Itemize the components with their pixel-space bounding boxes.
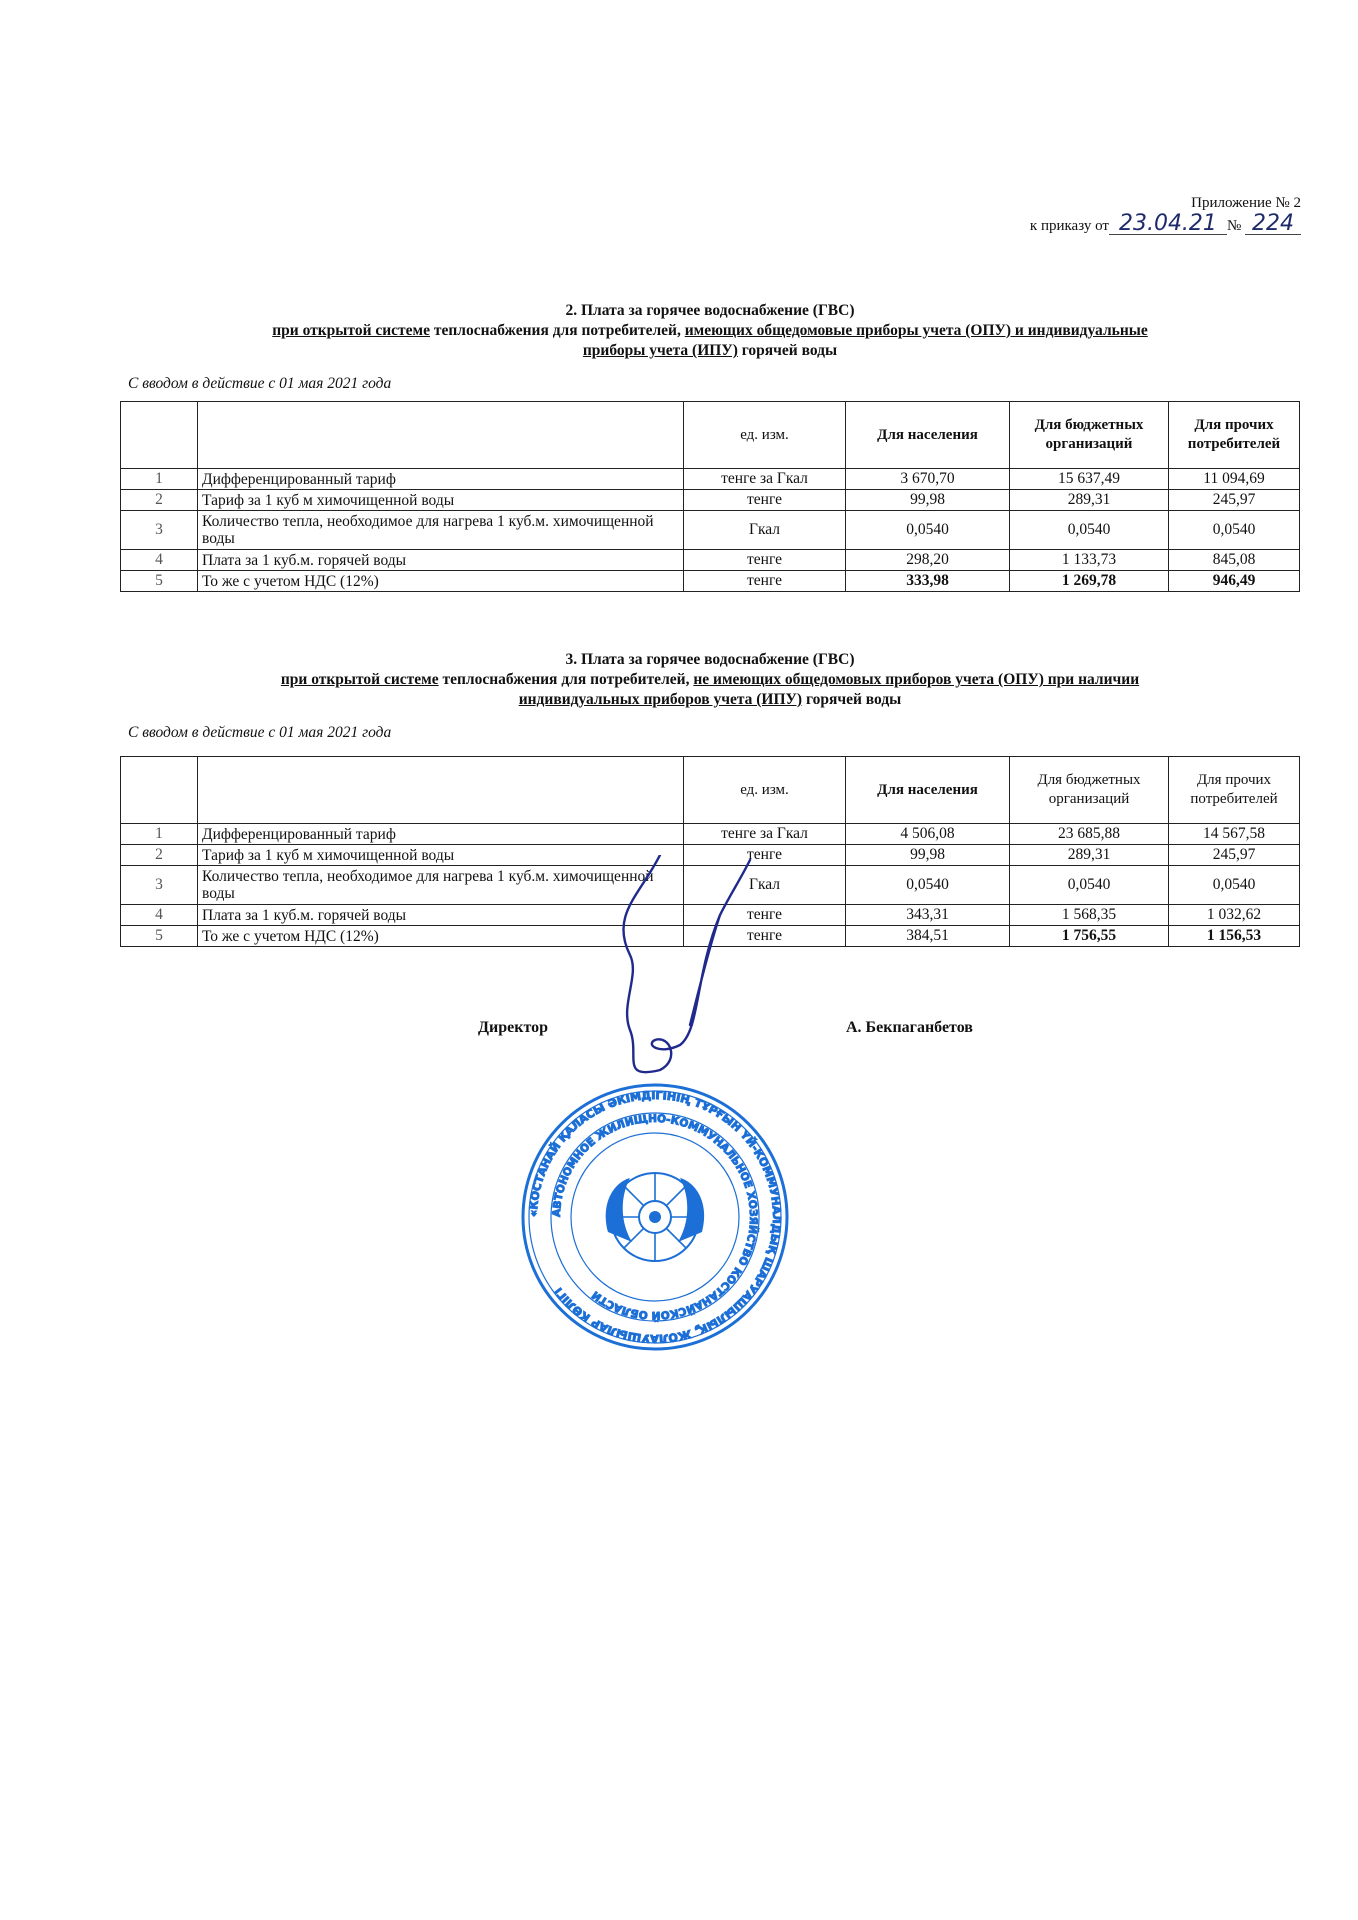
row-number: 1: [121, 824, 198, 845]
table-row: [121, 550, 1300, 571]
table-row: [121, 824, 1300, 845]
appendix-title: Приложение № 2: [1191, 195, 1301, 211]
row-number: 3: [121, 866, 198, 905]
stamp-inner-text: АВТОНОМНОЕ ЖИЛИЩНО-КОММУНАЛЬНОЕ ХОЗЯЙСТВО КОСТАНАЙСКОЙ ОБЛАСТИ: [550, 1112, 760, 1322]
row-budget: 23 685,88: [1010, 824, 1169, 845]
row-others: 845,08: [1169, 550, 1300, 571]
header-others: Для прочих потребителей: [1169, 402, 1300, 469]
signature-name: А. Бекпаганбетов: [846, 1019, 973, 1036]
row-number: 2: [121, 845, 198, 866]
row-budget: 1 133,73: [1010, 550, 1169, 571]
row-name: Дифференцированный тариф: [198, 824, 684, 845]
row-budget: 15 637,49: [1010, 469, 1169, 490]
row-others: 1 032,62: [1169, 905, 1300, 926]
section2-subtitle-line3: приборы учета (ИПУ) горячей воды: [582, 342, 838, 359]
row-budget: 1 756,55: [1010, 926, 1169, 947]
section2-title: 2. Плата за горячее водоснабжение (ГВС): [565, 302, 855, 319]
header-unit: ед. изм.: [684, 757, 846, 824]
row-population: 384,51: [846, 926, 1010, 947]
section3-subtitle-line2: при открытой системе теплоснабжения для потребителей, не имеющих общедомовых приборов учета (ОПУ) при наличии: [280, 671, 1140, 688]
row-budget: 289,31: [1010, 490, 1169, 511]
row-unit: тенге: [684, 845, 846, 866]
row-name: Плата за 1 куб.м. горячей воды: [198, 550, 684, 571]
row-number: 4: [121, 550, 198, 571]
row-others: 0,0540: [1169, 866, 1300, 905]
row-unit: тенге: [684, 905, 846, 926]
section2-subtitle-line2: при открытой системе теплоснабжения для потребителей, имеющих общедомовые приборы учета (ОПУ) и индивидуальные: [272, 322, 1148, 339]
row-unit: тенге: [684, 550, 846, 571]
row-population: 333,98: [846, 571, 1010, 592]
table-section2: [120, 401, 1300, 592]
table-row: [121, 571, 1300, 592]
row-name: Тариф за 1 куб м химочищенной воды: [198, 490, 684, 511]
row-unit: тенге: [684, 490, 846, 511]
row-population: 298,20: [846, 550, 1010, 571]
row-number: 2: [121, 490, 198, 511]
header-budget: Для бюджетных организаций: [1010, 757, 1169, 824]
row-name: Количество тепла, необходимое для нагрева 1 куб.м. химочищенной воды: [198, 511, 684, 550]
table-row: [121, 469, 1300, 490]
row-number: 3: [121, 511, 198, 550]
official-stamp: [520, 1082, 790, 1352]
row-others: 14 567,58: [1169, 824, 1300, 845]
handwritten-signature: [600, 855, 780, 1095]
row-population: 0,0540: [846, 866, 1010, 905]
table-row: [121, 490, 1300, 511]
row-number: 5: [121, 571, 198, 592]
table-row: [121, 511, 1300, 550]
row-population: 99,98: [846, 490, 1010, 511]
row-name: То же с учетом НДС (12%): [198, 926, 684, 947]
row-number: 5: [121, 926, 198, 947]
row-unit: тенге за Гкал: [684, 469, 846, 490]
row-unit: тенге за Гкал: [684, 824, 846, 845]
number-prefix: №: [1226, 218, 1242, 234]
row-unit: тенге: [684, 926, 846, 947]
row-others: 11 094,69: [1169, 469, 1300, 490]
row-name: Количество тепла, необходимое для нагрева 1 куб.м. химочищенной воды: [198, 866, 684, 905]
order-prefix: к приказу от: [1029, 218, 1109, 234]
row-unit: Гкал: [684, 866, 846, 905]
section3-subtitle-line3: индивидуальных приборов учета (ИПУ) горячей воды: [518, 691, 902, 708]
header-budget: Для бюджетных организаций: [1010, 402, 1169, 469]
order-date: 23.04.21: [1109, 214, 1227, 235]
row-others: 946,49: [1169, 571, 1300, 592]
row-budget: 1 269,78: [1010, 571, 1169, 592]
row-budget: 289,31: [1010, 845, 1169, 866]
order-reference: [1029, 211, 1301, 237]
section2-effective-date: С вводом в действие с 01 мая 2021 года: [128, 375, 392, 392]
row-others: 1 156,53: [1169, 926, 1300, 947]
row-number: 4: [121, 905, 198, 926]
stamp-outer-text: «КОСТАНАЙ ҚАЛАСЫ ӘКІМДІГІНІҢ ТҰРҒЫН ҮЙ-КОММУНАЛДЫҚ ШАРУАШЫЛЫҚ, ЖОЛАУШЫЛАР КӨЛІГІ: [526, 1088, 784, 1346]
header-population: Для населения: [846, 757, 1010, 824]
header-unit: ед. изм.: [684, 402, 846, 469]
row-number: 1: [121, 469, 198, 490]
row-name: Дифференцированный тариф: [198, 469, 684, 490]
row-budget: 1 568,35: [1010, 905, 1169, 926]
row-population: 99,98: [846, 845, 1010, 866]
row-population: 3 670,70: [846, 469, 1010, 490]
row-budget: 0,0540: [1010, 866, 1169, 905]
section3-title: 3. Плата за горячее водоснабжение (ГВС): [565, 651, 855, 668]
row-population: 4 506,08: [846, 824, 1010, 845]
row-population: 343,31: [846, 905, 1010, 926]
table-header-row: [121, 757, 1300, 824]
table-header-row: [121, 402, 1300, 469]
row-others: 245,97: [1169, 845, 1300, 866]
row-budget: 0,0540: [1010, 511, 1169, 550]
section2-heading: [120, 301, 1300, 361]
order-number: 224: [1245, 214, 1301, 235]
section3-heading: [120, 650, 1300, 710]
row-name: То же с учетом НДС (12%): [198, 571, 684, 592]
row-others: 0,0540: [1169, 511, 1300, 550]
header-population: Для населения: [846, 402, 1010, 469]
signature-role: Директор: [478, 1019, 548, 1036]
section3-effective-date: С вводом в действие с 01 мая 2021 года: [128, 724, 392, 741]
row-population: 0,0540: [846, 511, 1010, 550]
row-unit: Гкал: [684, 511, 846, 550]
row-name: Тариф за 1 куб м химочищенной воды: [198, 845, 684, 866]
header-others: Для прочих потребителей: [1169, 757, 1300, 824]
row-name: Плата за 1 куб.м. горячей воды: [198, 905, 684, 926]
row-unit: тенге: [684, 571, 846, 592]
row-others: 245,97: [1169, 490, 1300, 511]
appendix-header: [1030, 192, 1301, 237]
